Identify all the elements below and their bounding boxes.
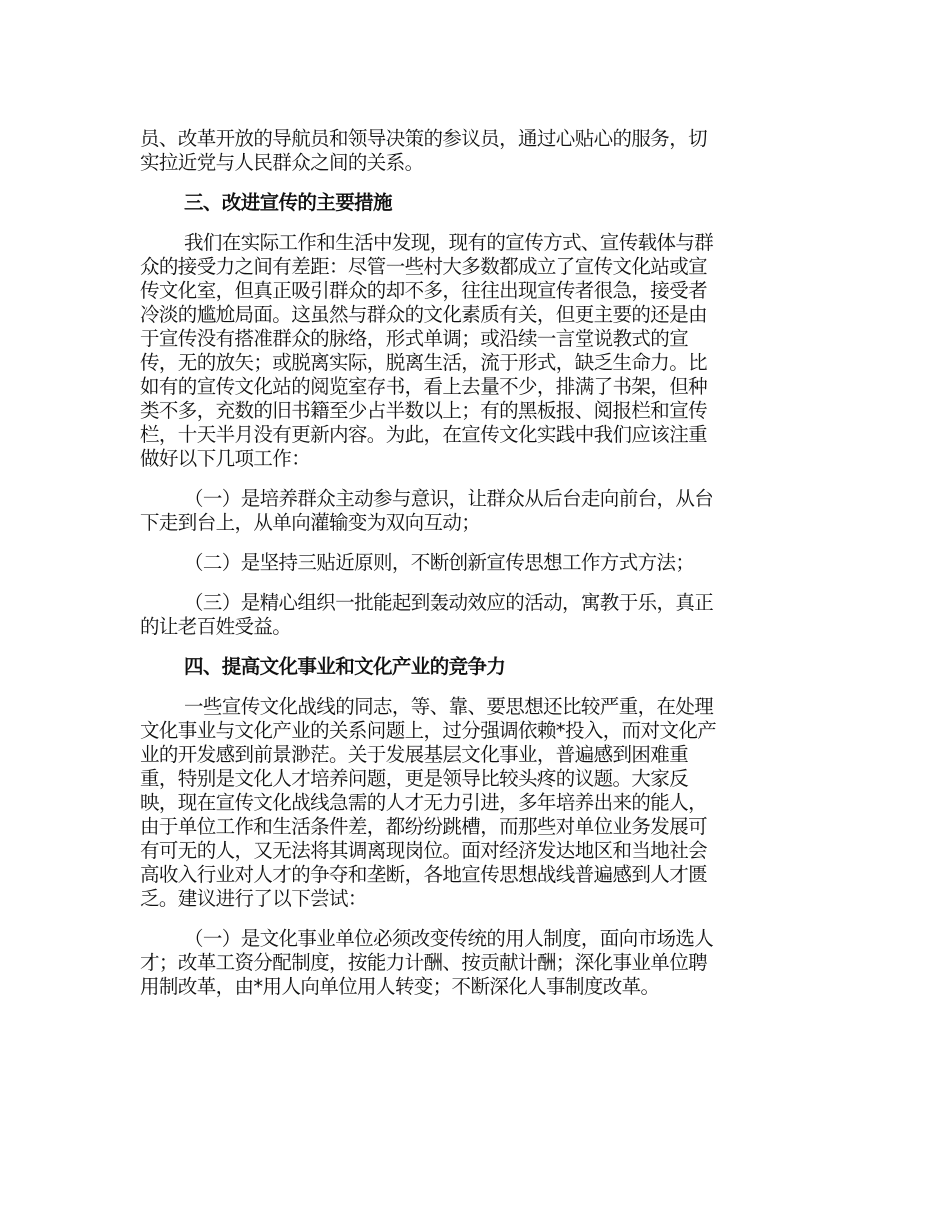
text-line: 下走到台上，从单向灌输变为双向互动； xyxy=(140,511,481,534)
section-heading-3: 三、改进宣传的主要措施 xyxy=(184,191,392,214)
text-line: 我们在实际工作和生活中发现，现有的宣传方式、宣传载体与群 xyxy=(184,231,714,254)
section-heading-4: 四、提高文化事业和文化产业的竞争力 xyxy=(184,655,506,678)
text-line: 的让老百姓受益。 xyxy=(140,615,292,638)
text-line: （一）是培养群众主动参与意识，让群众从后台走向前台，从台 xyxy=(184,487,714,510)
text-line: （二）是坚持三贴近原则，不断创新宣传思想工作方式方法； xyxy=(184,551,695,574)
text-line: 业的开发感到前景渺茫。关于发展基层文化事业，普遍感到困难重 xyxy=(140,743,689,766)
document-body xyxy=(140,127,820,1015)
text-line: 如有的宣传文化站的阅览室存书，看上去量不少，排满了书架，但种 xyxy=(140,375,708,398)
text-line: 冷淡的尴尬局面。这虽然与群众的文化素质有关，但更主要的还是由 xyxy=(140,303,708,326)
text-line: 员、改革开放的导航员和领导决策的参议员，通过心贴心的服务，切 xyxy=(140,127,708,150)
text-line: 于宣传没有搭准群众的脉络，形式单调；或沿续一言堂说教式的宣 xyxy=(140,327,689,350)
text-line: 乏。建议进行了以下尝试： xyxy=(140,887,367,910)
text-line: 重，特别是文化人才培养问题，更是领导比较头疼的议题。大家反 xyxy=(140,767,689,790)
text-line: 众的接受力之间有差距：尽管一些村大多数都成立了宣传文化站或宣 xyxy=(140,255,708,278)
text-line: （一）是文化事业单位必须改变传统的用人制度，面向市场选人 xyxy=(184,927,714,950)
paragraph-observations xyxy=(140,231,820,471)
text-line: 有可无的人，又无法将其调离现岗位。面对经济发达地区和当地社会 xyxy=(140,839,708,862)
list-item-3 xyxy=(140,591,820,639)
text-line: 映，现在宣传文化战线急需的人才无力引进，多年培养出来的能人， xyxy=(140,791,708,814)
text-line: 传文化室，但真正吸引群众的却不多，往往出现宣传者很急，接受者 xyxy=(140,279,708,302)
text-line: 实拉近党与人民群众之间的关系。 xyxy=(140,151,424,174)
list-item-2 xyxy=(140,551,820,575)
text-line: 用制改革，由*用人向单位用人转变；不断深化人事制度改革。 xyxy=(140,975,660,998)
text-line: 文化事业与文化产业的关系问题上，过分强调依赖*投入，而对文化产 xyxy=(140,719,717,742)
paragraph-competitiveness xyxy=(140,695,820,911)
text-line: （三）是精心组织一批能起到轰动效应的活动，寓教于乐，真正 xyxy=(184,591,714,614)
text-line: 类不多，充数的旧书籍至少占半数以上；有的黑板报、阅报栏和宣传 xyxy=(140,399,708,422)
text-line: 做好以下几项工作： xyxy=(140,447,311,470)
text-line: 高收入行业对人才的争夺和垄断，各地宣传思想战线普遍感到人才匮 xyxy=(140,863,708,886)
text-line: 才；改革工资分配制度，按能力计酬、按贡献计酬；深化事业单位聘 xyxy=(140,951,708,974)
list-item-1 xyxy=(140,487,820,535)
text-line: 由于单位工作和生活条件差，都纷纷跳槽，而那些对单位业务发展可 xyxy=(140,815,708,838)
paragraph-continuation xyxy=(140,127,820,175)
text-line: 一些宣传文化战线的同志，等、靠、要思想还比较严重，在处理 xyxy=(184,695,714,718)
text-line: 栏，十天半月没有更新内容。为此，在宣传文化实践中我们应该注重 xyxy=(140,423,708,446)
list-item-reform xyxy=(140,927,820,999)
text-line: 传，无的放矢；或脱离实际，脱离生活，流于形式，缺乏生命力。比 xyxy=(140,351,708,374)
